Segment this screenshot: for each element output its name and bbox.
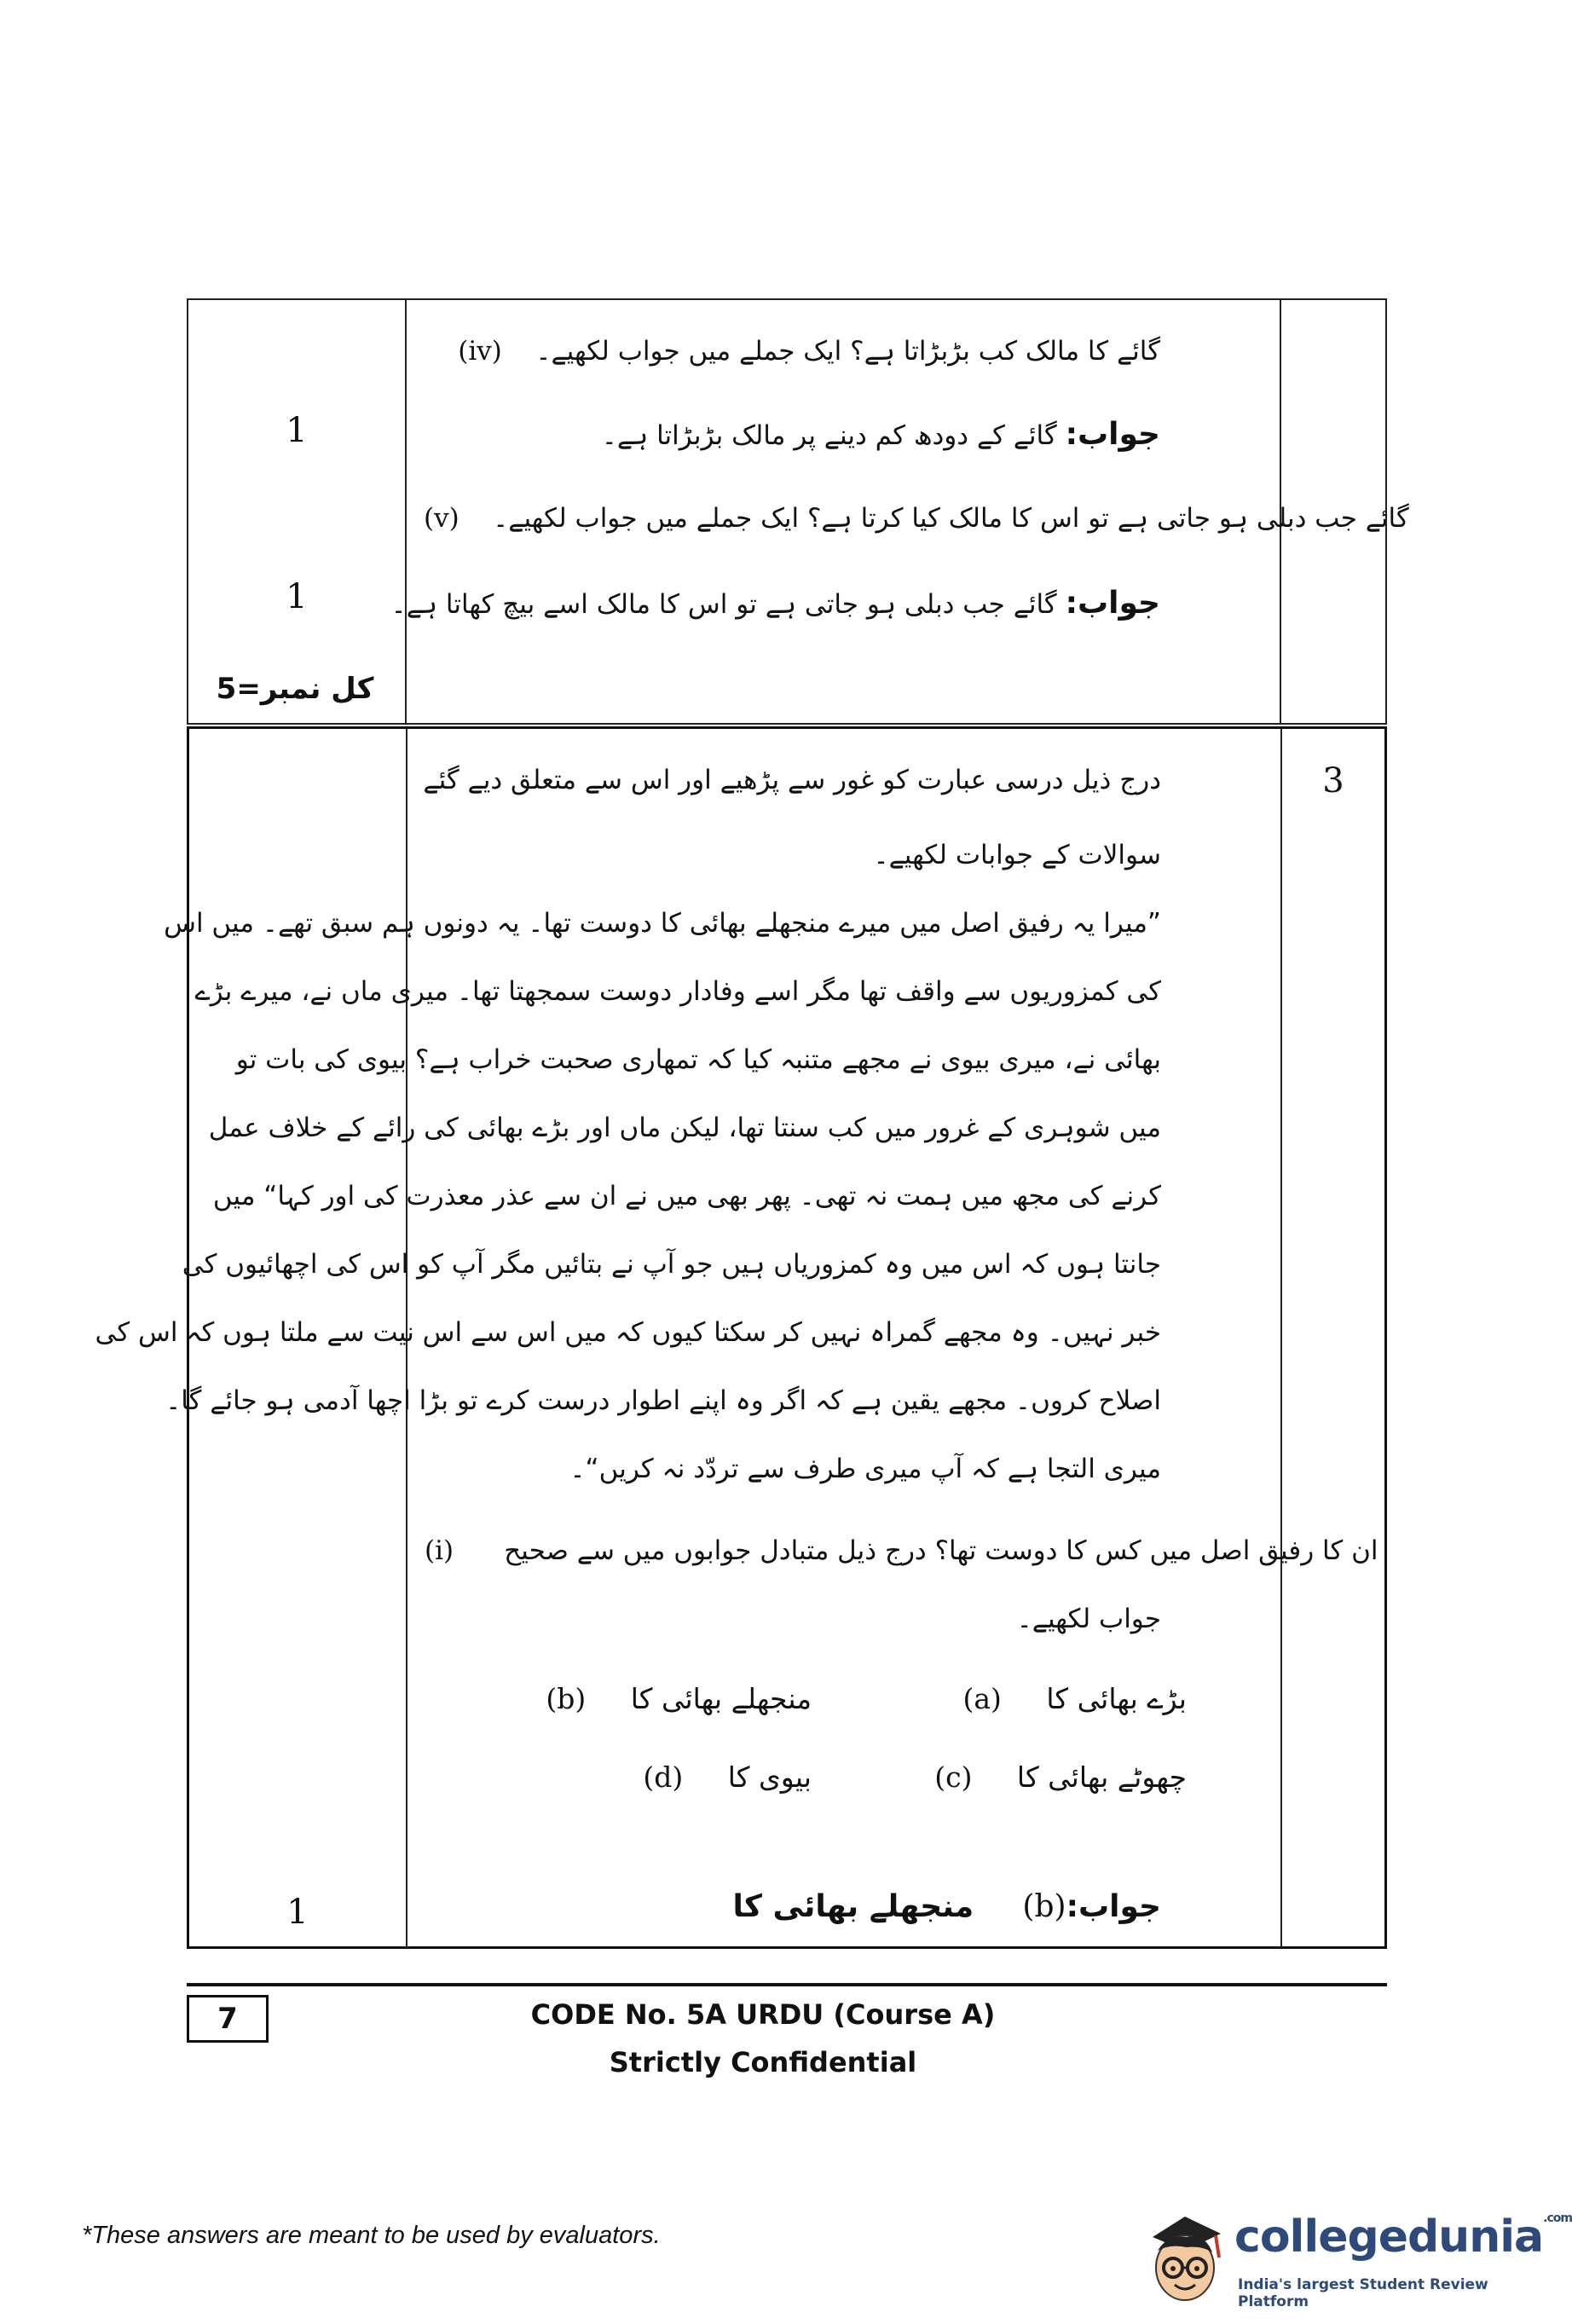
- collegedunia-logo: [1134, 2200, 1572, 2319]
- question-number: (iv): [458, 336, 502, 367]
- question-v: [424, 501, 1409, 535]
- evaluator-note: *These answers are meant to be used by evaluators.: [82, 2222, 661, 2249]
- passage-line: خبر نہیں۔ وہ مجھے گمراہ نہیں کر سکتا کیوں کہ میں اس سے اس نیت سے ملتا ہوں کہ اس کی: [95, 1317, 1161, 1348]
- answer-text: گائے کے دودھ کم دینے پر مالک بڑبڑاتا ہے۔: [601, 420, 1057, 451]
- answer-text: منجھلے بھائی کا: [732, 1889, 974, 1924]
- passage-line: کی کمزوریوں سے واقف تھا مگر اسے وفادار دوست سمجھتا تھا۔ میری ماں نے، میرے بڑے: [194, 976, 1161, 1007]
- answer-text: گائے جب دبلی ہو جاتی ہے تو اس کا مالک اسے بیچ کھاتا ہے۔: [390, 589, 1057, 620]
- option-key: (c): [934, 1760, 973, 1794]
- question-number-column: [1282, 729, 1384, 1946]
- passage-line: بھائی نے، میری بیوی نے مجھے متنبہ کیا کہ تمھاری صحبت خراب ہے؟ بیوی کی بات تو: [235, 1044, 1161, 1075]
- answer-v: [390, 586, 1160, 621]
- logo-wordmark: collegedunia$^{.com}$: [1234, 2211, 1572, 2263]
- question-iv: [424, 334, 1160, 368]
- answer-label: جواب:: [1065, 586, 1160, 621]
- question-i-line-2: جواب لکھیے۔: [1016, 1604, 1161, 1634]
- student-mascot-icon: [1134, 2200, 1236, 2310]
- instruction-line-2: سوالات کے جوابات لکھیے۔: [873, 840, 1161, 870]
- question-i: [425, 1534, 1378, 1568]
- answer-key: (b): [1022, 1889, 1066, 1924]
- passage-line: اصلاح کروں۔ مجھے یقین ہے کہ اگر وہ اپنے اطوار درست کرے تو بڑا اچھا آدمی ہو جائے گا۔: [165, 1385, 1161, 1416]
- page-number: 7: [187, 1995, 269, 2043]
- question-text: گائے کا مالک کب بڑبڑاتا ہے؟ ایک جملے میں جواب لکھیے۔: [535, 336, 1160, 367]
- option-text: بیوی کا: [727, 1760, 812, 1794]
- answer-label: جواب:: [1066, 1889, 1161, 1924]
- answer-iv: [424, 418, 1160, 453]
- footer-rule: [187, 1983, 1387, 1986]
- question-number: 3: [1322, 761, 1344, 801]
- total-marks: کل نمبر=5: [216, 672, 374, 706]
- code-line: CODE No. 5A URDU (Course A): [530, 1998, 996, 2031]
- option-a: [962, 1682, 1187, 1715]
- answer-label: جواب:: [1065, 417, 1160, 452]
- option-key: (b): [546, 1682, 587, 1715]
- mark-i: 1: [286, 1893, 309, 1932]
- question-text: ان کا رفیق اصل میں کس کا دوست تھا؟ درج ذیل متبادل جوابوں میں سے صحیح: [504, 1535, 1378, 1566]
- option-text: بڑے بھائی کا: [1046, 1682, 1187, 1715]
- option-c: [934, 1760, 1187, 1794]
- passage-cell: [95, 729, 1378, 1946]
- logo-tagline: India's largest Student Review Platform: [1238, 2276, 1488, 2310]
- passage-line: میری التجا ہے کہ آپ میری طرف سے تردّد نہ کریں“۔: [569, 1454, 1161, 1484]
- answer-table-q3: [95, 726, 1387, 1949]
- question-text: گائے جب دبلی ہو جاتی ہے تو اس کا مالک کیا کرتا ہے؟ ایک جملے میں جواب لکھیے۔: [493, 503, 1409, 534]
- option-text: منجھلے بھائی کا: [630, 1682, 812, 1715]
- option-text: چھوٹے بھائی کا: [1016, 1760, 1187, 1794]
- passage-line: ”میرا یہ رفیق اصل میں میرے منجھلے بھائی کا دوست تھا۔ یہ دونوں ہم سبق تھے۔ میں اس: [164, 908, 1161, 939]
- instruction-line-1: درج ذیل درسی عبارت کو غور سے پڑھیے اور اس سے متعلق دیے گئے: [423, 765, 1161, 795]
- option-key: (d): [643, 1760, 684, 1794]
- answer-table-q2-continued: [187, 298, 1409, 725]
- marks-column: [188, 300, 405, 723]
- questions-answers-cell: [390, 300, 1409, 723]
- confidential-line: Strictly Confidential: [609, 2046, 917, 2078]
- mark-iv: 1: [286, 411, 308, 450]
- passage-line: کرنے کی مجھ میں ہمت نہ تھی۔ پھر بھی میں نے ان سے عذر معذرت کی اور کہا“ میں: [212, 1181, 1161, 1211]
- question-number: (i): [425, 1535, 454, 1566]
- option-b: [546, 1682, 812, 1715]
- option-key: (a): [962, 1682, 1002, 1715]
- question-number: (v): [424, 503, 459, 534]
- passage-line: میں شوہری کے غرور میں کب سنتا تھا، لیکن ماں اور بڑے بھائی کی رائے کے خلاف عمل: [208, 1113, 1161, 1143]
- option-d: [643, 1760, 812, 1794]
- answer-i: [425, 1890, 1161, 1924]
- passage-line: جانتا ہوں کہ اس میں وہ کمزوریاں ہیں جو آپ نے بتائیں مگر آپ کو اس کی اچھائیوں کی: [182, 1249, 1161, 1280]
- mark-v: 1: [286, 577, 308, 616]
